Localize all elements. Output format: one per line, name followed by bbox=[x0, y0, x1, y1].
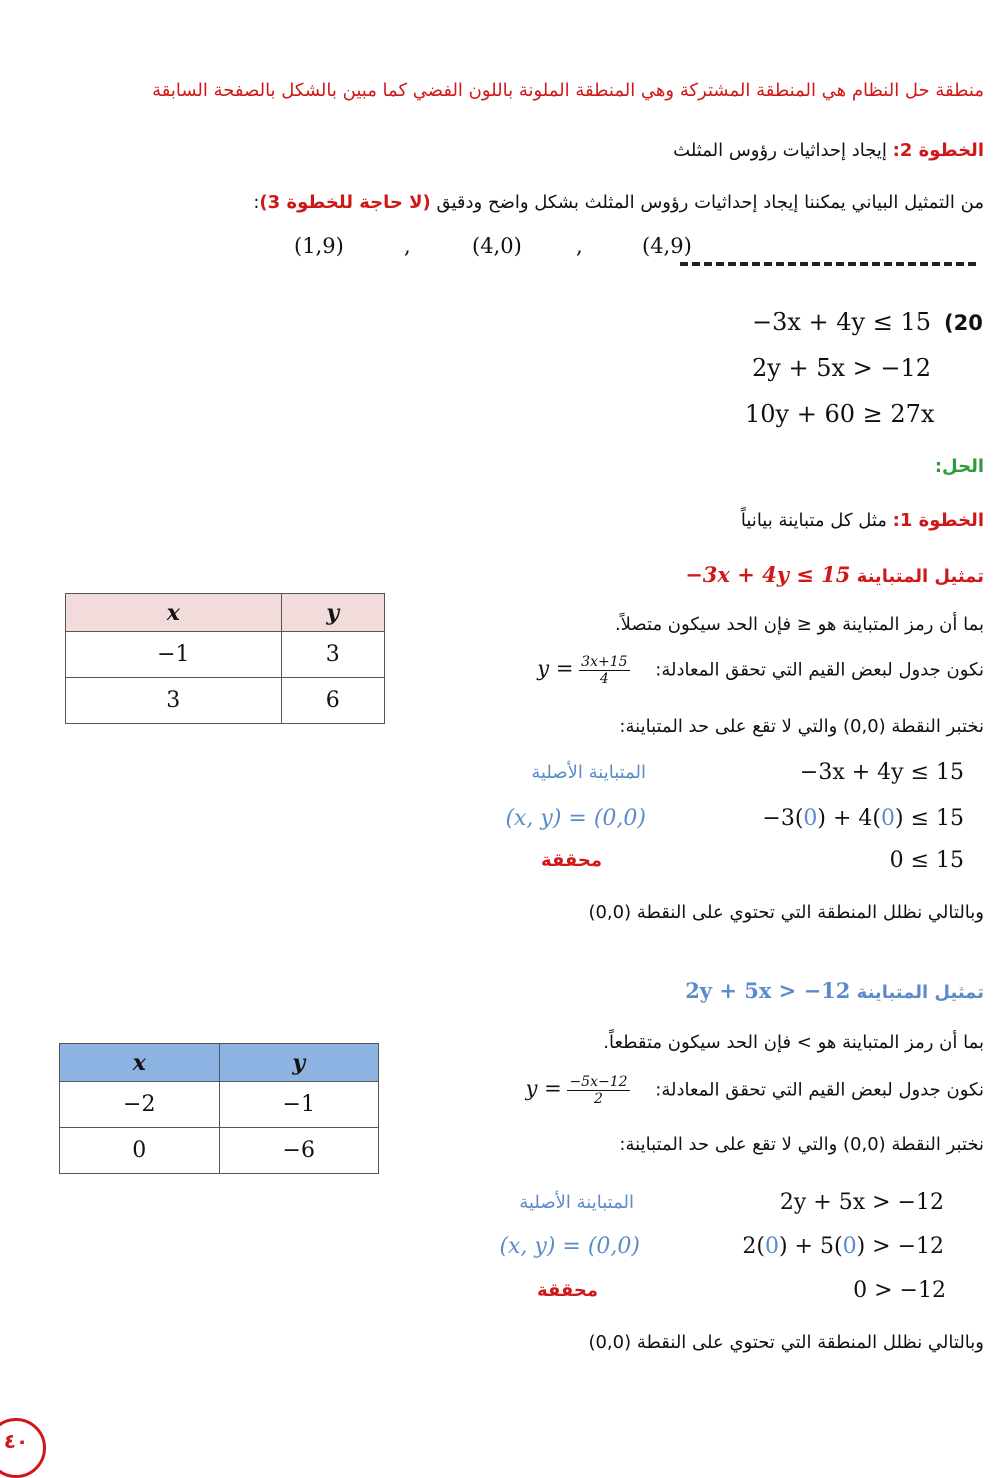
section2-value-table bbox=[59, 1043, 379, 1174]
step2-text: إيجاد إحداثيات رؤوس المثلث bbox=[673, 140, 887, 161]
dashed-separator bbox=[680, 262, 976, 266]
section1-test-right-2: (x, y) = (0,0) bbox=[505, 806, 646, 831]
section2-line2 bbox=[526, 1074, 984, 1107]
section2-equation bbox=[526, 1074, 630, 1107]
table1-header-y: y bbox=[281, 594, 384, 632]
section1-eq-fraction bbox=[579, 654, 629, 687]
table1-cell: −1 bbox=[66, 632, 282, 678]
section1-conclusion: وبالتالي نظلل المنطقة التي تحتوي على النقطة (0,0) bbox=[588, 902, 984, 923]
table1-cell: 3 bbox=[66, 678, 282, 724]
section1-test-left-1: −3x + 4y ≤ 15 bbox=[799, 760, 964, 785]
vertex-1: (4,9) bbox=[642, 234, 692, 258]
table1-cell: 6 bbox=[281, 678, 384, 724]
section2-eq-y: y = bbox=[525, 1076, 562, 1101]
section1-test-right-3: محققة bbox=[541, 850, 602, 871]
problem-ineq-2: 2y + 5x > −12 bbox=[752, 354, 932, 382]
section2-test-part: ) > −12 bbox=[856, 1234, 944, 1259]
section1-heading bbox=[685, 562, 984, 587]
table1-cell: 3 bbox=[281, 632, 384, 678]
section1-test-part: −3( bbox=[762, 806, 804, 831]
section2-conclusion: وبالتالي نظلل المنطقة التي تحتوي على النقطة (0,0) bbox=[588, 1332, 984, 1353]
section2-test-zero: 0 bbox=[764, 1234, 779, 1259]
section1-test-zero: 0 bbox=[881, 806, 895, 831]
section2-test-right-3: محققة bbox=[537, 1280, 598, 1301]
section2-line1: بما أن رمز المتباينة هو > فإن الحد سيكون متقطعاً. bbox=[603, 1032, 984, 1053]
table2-header-y: y bbox=[219, 1044, 379, 1082]
problem-number: 20) bbox=[944, 311, 983, 335]
section1-heading-text: تمثيل المتباينة bbox=[856, 566, 984, 587]
table2-cell: −2 bbox=[60, 1082, 220, 1128]
step2-label: الخطوة 2: bbox=[892, 140, 984, 161]
section2-line2-text: نكون جدول لبعض القيم التي تحقق المعادلة: bbox=[655, 1079, 984, 1101]
section2-test-left-1: 2y + 5x > −12 bbox=[779, 1190, 944, 1215]
solution-label: الحل: bbox=[934, 456, 984, 477]
section2-line3: نختبر النقطة (0,0) والتي لا تقع على حد المتباينة: bbox=[619, 1134, 984, 1155]
section1-line2-text: نكون جدول لبعض القيم التي تحقق المعادلة: bbox=[655, 659, 984, 681]
section2-test-right-2: (x, y) = (0,0) bbox=[499, 1234, 640, 1259]
vertex-2: (4,0) bbox=[472, 234, 522, 258]
section2-test-left-3: 0 > −12 bbox=[853, 1278, 946, 1303]
problem-ineq-3: 10y + 60 ≥ 27x bbox=[745, 400, 935, 428]
vertex-sep-1: , bbox=[576, 234, 583, 258]
vertex-3: (1,9) bbox=[294, 234, 344, 258]
step2-line bbox=[673, 140, 984, 161]
section2-test-right-1: المتباينة الأصلية bbox=[519, 1192, 634, 1213]
section2-test-part: ) + 5( bbox=[778, 1234, 843, 1259]
table2-cell: −6 bbox=[219, 1128, 379, 1174]
section1-heading-ineq: −3x + 4y ≤ 15 bbox=[685, 562, 851, 587]
section2-test-left-2 bbox=[742, 1234, 944, 1259]
section2-eq-num: −5x−12 bbox=[569, 1074, 628, 1090]
section1-line1: بما أن رمز المتباينة هو ≤ فإن الحد سيكون متصلاً. bbox=[614, 614, 984, 635]
table2-cell: 0 bbox=[60, 1128, 220, 1174]
section1-eq-den: 4 bbox=[599, 671, 609, 687]
section1-test-right-1: المتباينة الأصلية bbox=[531, 762, 646, 783]
section2-heading-text: تمثيل المتباينة bbox=[856, 982, 984, 1003]
table2-cell: −1 bbox=[219, 1082, 379, 1128]
graph-note: (لا حاجة للخطوة 3) bbox=[259, 192, 431, 213]
table2-header-x: x bbox=[60, 1044, 220, 1082]
section2-heading bbox=[685, 978, 984, 1003]
section1-test-zero: 0 bbox=[803, 806, 818, 831]
table1-header-x: x bbox=[66, 594, 282, 632]
section1-test-part: ) + 4( bbox=[817, 806, 881, 831]
section2-eq-fraction bbox=[567, 1074, 629, 1107]
section1-equation bbox=[537, 654, 629, 687]
vertex-sep-2: , bbox=[404, 234, 411, 258]
section2-test-zero: 0 bbox=[842, 1234, 857, 1259]
graph-text: من التمثيل البياني يمكننا إيجاد إحداثيات رؤوس المثلث بشكل واضح ودقيق bbox=[436, 192, 984, 213]
step1-label: الخطوة 1: bbox=[892, 510, 984, 531]
step1-line bbox=[741, 510, 984, 531]
graph-text-line bbox=[253, 192, 984, 213]
graph-colon: : bbox=[253, 192, 260, 213]
problem-ineq-1: −3x + 4y ≤ 15 bbox=[752, 308, 932, 336]
section2-heading-ineq: 2y + 5x > −12 bbox=[685, 978, 851, 1003]
page-number: ٤٠ bbox=[0, 1418, 46, 1478]
step1-text: مثل كل متباينة بيانياً bbox=[740, 510, 887, 531]
section1-line2 bbox=[537, 654, 984, 687]
section1-line3: نختبر النقطة (0,0) والتي لا تقع على حد المتباينة: bbox=[619, 716, 984, 737]
section2-eq-den: 2 bbox=[594, 1091, 603, 1107]
section1-test-left-3: 0 ≤ 15 bbox=[889, 848, 964, 873]
section1-eq-y: y = bbox=[537, 656, 574, 681]
section1-eq-num: 3x+15 bbox=[581, 654, 628, 670]
section1-test-left-2 bbox=[762, 806, 964, 831]
intro-text: منطقة حل النظام هي المنطقة المشتركة وهي المنطقة الملونة باللون الفضي كما مبين بالشكل بالصفحة السابقة bbox=[152, 80, 984, 101]
section1-value-table bbox=[65, 593, 385, 724]
section2-test-part: 2( bbox=[742, 1234, 765, 1259]
section1-test-part: ) ≤ 15 bbox=[895, 806, 964, 831]
